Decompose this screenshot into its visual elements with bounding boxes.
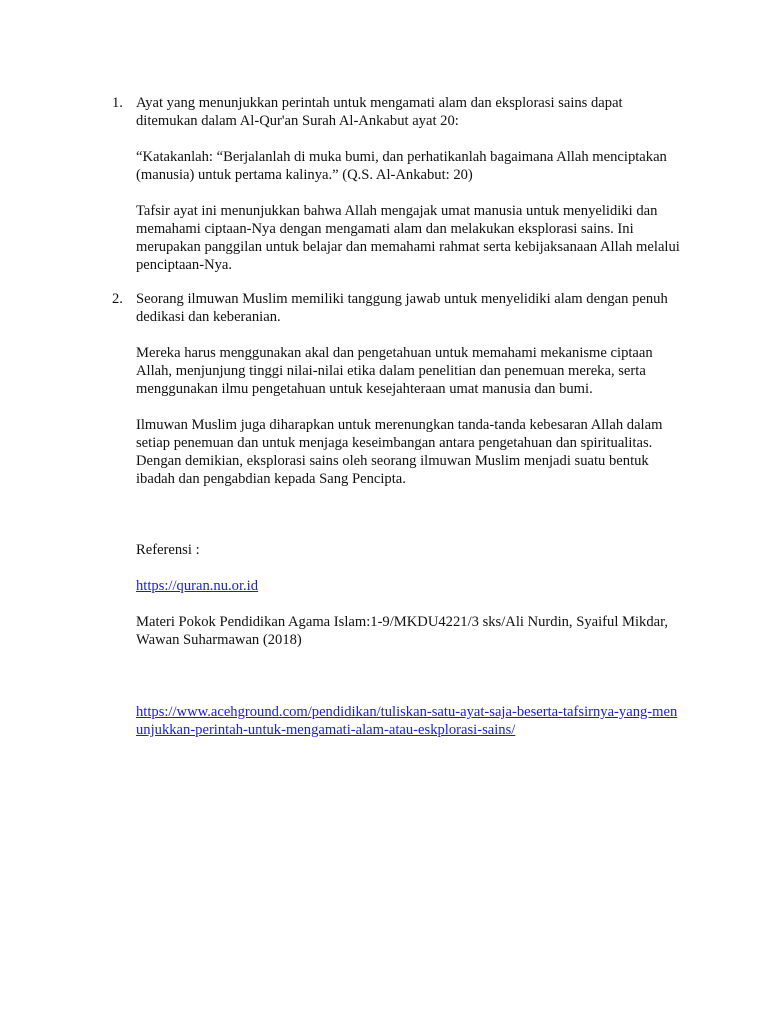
quran-quote: “Katakanlah: “Berjalanlah di muka bumi, dan perhatikanlah bagaimana Allah menciptakan (manusia) untuk pertama kalinya.” (Q.S. Al-Ankabut: 20) [136, 149, 667, 183]
list-number: 1. [112, 95, 123, 111]
paragraph: Ilmuwan Muslim juga diharapkan untuk merenungkan tanda-tanda kebesaran Allah dalam setiap penemuan dan untuk menjaga keseimbangan antara pengetahuan dan spiritualitas. Dengan demikian, eksplorasi sains oleh seorang ilmuwan Muslim menjadi suatu bentuk ibadah dan pengabdian kepada Sang Pencipta. [136, 417, 663, 487]
reference-link-acehground [136, 703, 684, 739]
references-heading-text: Referensi : [136, 542, 200, 558]
reference-link-quran [136, 577, 684, 595]
references-heading [136, 541, 684, 559]
list-item-2 [112, 290, 684, 488]
list-item-1 [112, 94, 684, 274]
paragraph: Tafsir ayat ini menunjukkan bahwa Allah mengajak umat manusia untuk menyelidiki dan memahami ciptaan-Nya dengan mengamati alam dan melakukan eksplorasi sains. Ini merupakan panggilan untuk belajar dan memahami rahmat serta kebijaksanaan Allah melalui penciptaan-Nya. [136, 203, 680, 273]
quran-link[interactable]: https://quran.nu.or.id [136, 578, 259, 594]
paragraph: Ayat yang menunjukkan perintah untuk mengamati alam dan eksplorasi sains dapat ditemukan dalam Al-Qur'an Surah Al-Ankabut ayat 20: [136, 95, 623, 129]
paragraph: Seorang ilmuwan Muslim memiliki tanggung jawab untuk menyelidiki alam dengan penuh dedikasi dan keberanian. [136, 291, 668, 325]
list-number: 2. [112, 291, 123, 307]
paragraph: Mereka harus menggunakan akal dan pengetahuan untuk memahami mekanisme ciptaan Allah, menjunjung tinggi nilai-nilai etika dalam penelitian dan penemuan mereka, serta menggunakan ilmu pengetahuan untuk kesejahteraan umat manusia dan bumi. [136, 345, 653, 397]
acehground-link[interactable]: https://www.acehground.com/pendidikan/tuliskan-satu-ayat-saja-beserta-tafsirnya-yang-menunjukkan-perintah-untuk-mengamati-alam-atau-eskplorasi-sains/ [136, 704, 678, 738]
reference-book [136, 613, 684, 649]
reference-book-text: Materi Pokok Pendidikan Agama Islam:1-9/MKDU4221/3 sks/Ali Nurdin, Syaiful Mikdar, Wawan Suharmawan (2018) [136, 614, 669, 648]
